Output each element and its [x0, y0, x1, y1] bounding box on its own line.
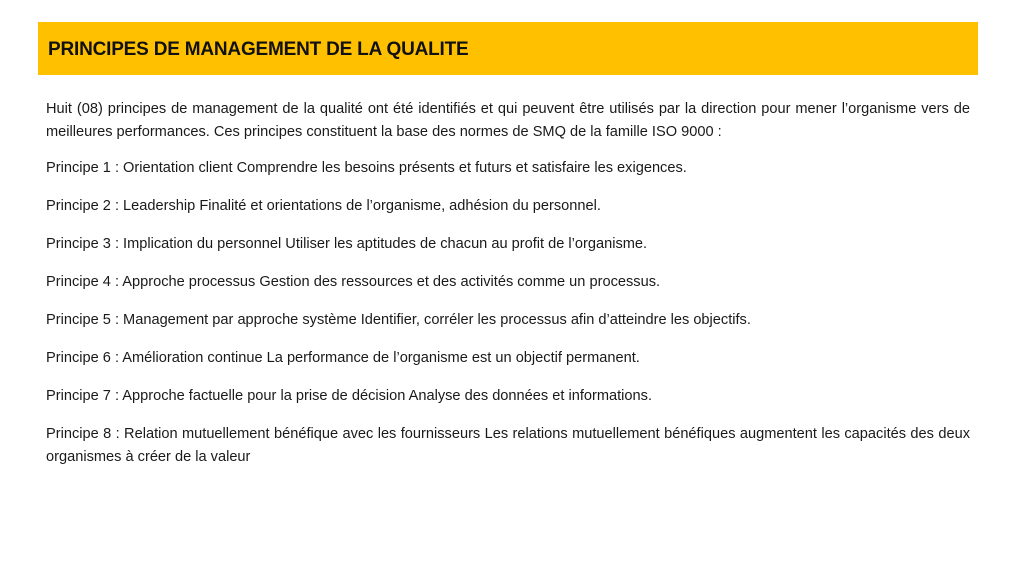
slide-body: [46, 98, 970, 469]
principle-8: Principe 8 : Relation mutuellement bénéfique avec les fournisseurs Les relations mutuellement bénéfiques augmentent les capacités des deux organismes à créer de la valeur: [46, 426, 970, 465]
slide-title: PRINCIPES DE MANAGEMENT DE LA QUALITE: [48, 38, 469, 60]
principle-5: Principe 5 : Management par approche système Identifier, corréler les processus afin d’atteindre les objectifs.: [46, 312, 751, 328]
principle-3: Principe 3 : Implication du personnel Utiliser les aptitudes de chacun au profit de l’organisme.: [46, 236, 648, 252]
principle-2: Principe 2 : Leadership Finalité et orientations de l’organisme, adhésion du personnel.: [46, 198, 601, 214]
principle-1: Principe 1 : Orientation client Comprendre les besoins présents et futurs et satisfaire les exigences.: [46, 160, 687, 176]
principle-7: Principe 7 : Approche factuelle pour la prise de décision Analyse des données et informations.: [46, 388, 653, 404]
principle-6: Principe 6 : Amélioration continue La performance de l’organisme est un objectif permanent.: [46, 350, 640, 366]
intro-paragraph: Huit (08) principes de management de la qualité ont été identifiés et qui peuvent être utilisés par la direction pour mener l’organisme vers de meilleures performances. Ces principes constituent la base des normes de SMQ de la famille ISO 9000 :: [46, 101, 970, 140]
title-bar: [38, 22, 978, 75]
principle-4: Principe 4 : Approche processus Gestion des ressources et des activités comme un processus.: [46, 274, 661, 290]
